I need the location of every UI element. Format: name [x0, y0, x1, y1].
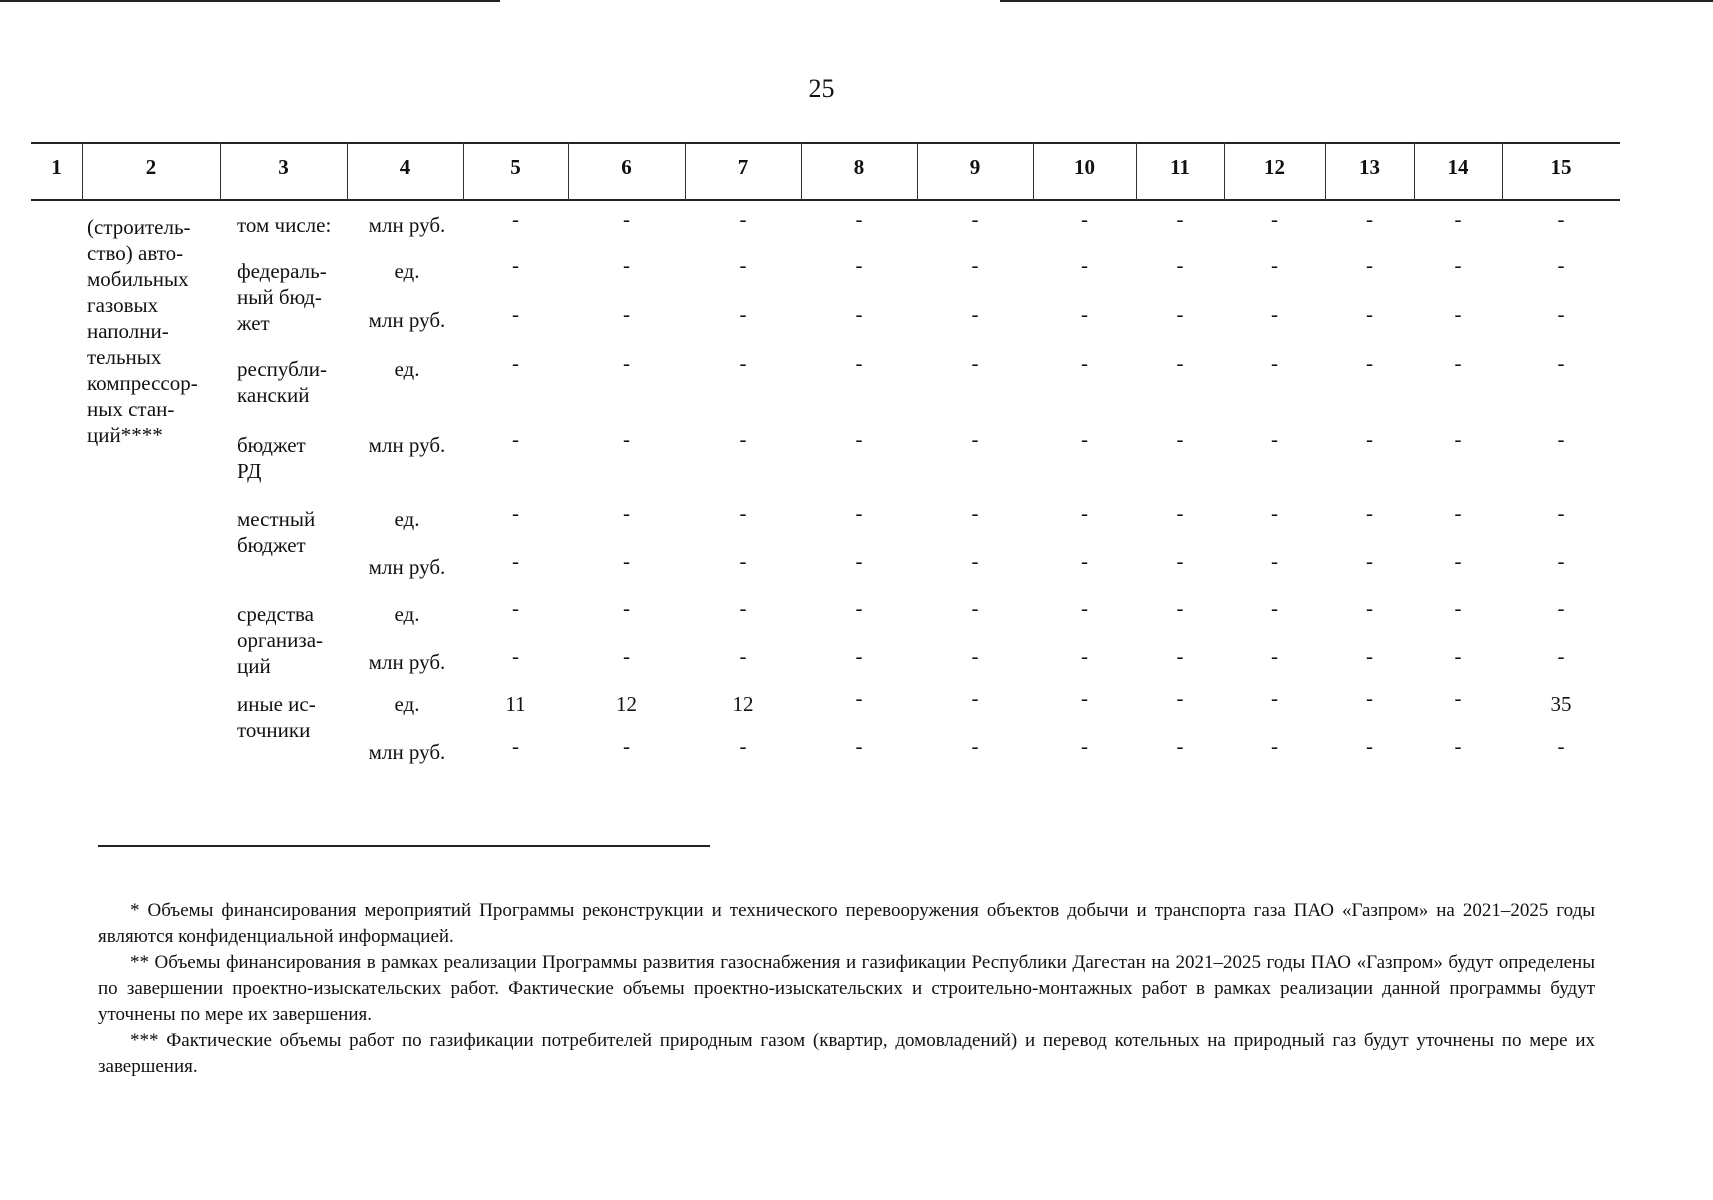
value-cell: 12 [616, 692, 637, 716]
value-cell: - [1271, 253, 1278, 277]
value-cell: - [1454, 427, 1462, 451]
value-cell: - [1081, 501, 1088, 525]
header-cell-7: 7 [737, 155, 749, 179]
value-cell: - [623, 734, 630, 758]
header-cell-12: 12 [1264, 155, 1285, 179]
funding-source-line: бюджет [237, 433, 306, 457]
header-top-rule [31, 142, 1620, 144]
value-cell: - [739, 351, 747, 375]
unit-cell: млн руб. [368, 433, 446, 457]
funding-source-line: ций [237, 654, 271, 678]
footnote-separator [98, 845, 710, 847]
value-cell: - [1366, 427, 1373, 451]
value-cell: - [1454, 501, 1462, 525]
value-cell: - [1271, 596, 1278, 620]
value-cell: - [1557, 501, 1565, 525]
object-name-line: (строитель- [87, 215, 191, 239]
header-cell-1: 1 [51, 155, 62, 179]
funding-source-line: федераль- [237, 259, 327, 283]
value-cell: - [1557, 549, 1565, 573]
value-cell: - [855, 549, 863, 573]
value-cell: - [623, 549, 630, 573]
header-cell-3: 3 [278, 155, 289, 179]
value-cell: - [1271, 734, 1278, 758]
value-cell: - [739, 501, 747, 525]
value-cell: - [855, 644, 863, 668]
value-cell: - [1271, 207, 1278, 231]
value-cell: - [623, 302, 630, 326]
value-cell: - [971, 644, 979, 668]
funding-source [237, 432, 352, 484]
unit-cell: млн руб. [368, 650, 446, 674]
value-cell: - [1557, 734, 1565, 758]
value-cell: - [971, 427, 979, 451]
funding-source-line: канский [237, 383, 310, 407]
value-cell: - [1176, 501, 1184, 525]
funding-source [237, 506, 352, 558]
value-cell: - [1454, 686, 1462, 710]
unit-cell: ед. [394, 357, 420, 381]
value-cell: - [1454, 207, 1462, 231]
value-cell: - [1366, 501, 1373, 525]
value-cell: - [1176, 686, 1184, 710]
value-cell: - [1081, 207, 1088, 231]
value-cell: - [1366, 686, 1373, 710]
value-cell: - [1454, 596, 1462, 620]
object-name-line: ных стан- [87, 397, 175, 421]
value-cell: - [1176, 302, 1184, 326]
value-cell: - [1176, 253, 1184, 277]
funding-source [237, 258, 352, 336]
funding-source [237, 601, 352, 679]
value-cell: - [1557, 427, 1565, 451]
value-cell: - [512, 644, 519, 668]
value-cell: - [1271, 644, 1278, 668]
header-cell-4: 4 [399, 155, 411, 179]
value-cell: - [1176, 427, 1184, 451]
value-cell: - [1366, 596, 1373, 620]
value-cell: - [1271, 686, 1278, 710]
header-cell-9: 9 [969, 155, 981, 179]
value-cell: - [1454, 549, 1462, 573]
value-cell: - [971, 596, 979, 620]
value-cell: - [1454, 302, 1462, 326]
value-cell: - [1176, 351, 1184, 375]
footnote-1: * Объемы финансирования мероприятий Программы реконструкции и технического перевооружения объектов добычи и транспорта газа ПАО «Газпром» на 2021–2025 годы являются конфиденциальной информацией. [98, 900, 1595, 947]
funding-source-line: ный бюд- [237, 285, 322, 309]
unit-cell: ед. [394, 692, 420, 716]
object-name-line: компрессор- [87, 371, 198, 395]
value-cell: - [855, 302, 863, 326]
value-cell: - [1366, 253, 1373, 277]
value-cell: - [623, 253, 630, 277]
value-cell: - [1557, 644, 1565, 668]
scan-border-line [0, 0, 500, 2]
value-cell: - [1366, 302, 1373, 326]
header-bottom-rule [31, 199, 1620, 201]
unit-cell: ед. [394, 259, 420, 283]
funding-source-line: республи- [237, 357, 327, 381]
value-cell: - [623, 427, 630, 451]
funding-source-line: бюджет [237, 533, 306, 557]
value-cell: - [855, 427, 863, 451]
value-cell: - [1454, 253, 1462, 277]
value-cell: - [971, 302, 979, 326]
value-cell: - [855, 207, 863, 231]
value-cell: - [1557, 253, 1565, 277]
value-cell: - [739, 596, 747, 620]
footnotes [98, 898, 1595, 1080]
object-name-line: наполни- [87, 319, 169, 343]
value-cell: - [971, 501, 979, 525]
funding-source-line: том числе: [237, 213, 332, 237]
value-cell: - [1557, 596, 1565, 620]
value-cell: - [1081, 596, 1088, 620]
value-cell: - [971, 549, 979, 573]
unit-cell: ед. [394, 507, 420, 531]
header-cell-6: 6 [621, 155, 632, 179]
value-cell: - [855, 686, 863, 710]
value-cell: - [1557, 351, 1565, 375]
value-cell: - [739, 302, 747, 326]
header-cell-10: 10 [1074, 155, 1095, 179]
value-cell: - [1366, 549, 1373, 573]
scan-border-line [1000, 0, 1713, 2]
value-cell: - [739, 427, 747, 451]
value-cell: - [1454, 351, 1462, 375]
value-cell: - [512, 427, 519, 451]
value-cell: - [1271, 351, 1278, 375]
object-name-line: мобильных [87, 267, 189, 291]
value-cell: - [971, 207, 979, 231]
object-name-line: тельных [87, 345, 162, 369]
value-cell: - [1176, 644, 1184, 668]
header-cell-8: 8 [853, 155, 865, 179]
value-cell: - [1366, 207, 1373, 231]
footnote-2: ** Объемы финансирования в рамках реализации Программы развития газоснабжения и газификации Республики Дагестан на 2021–2025 годы ПАО «Газпром» будут определены по завершении проектно-изыскательских работ. Фактические объемы проектно-изыскательских и строительно-монтажных работ в рамках реализации данной программы будут уточнены по мере их завершения. [98, 952, 1595, 1025]
funding-source-line: средства [237, 602, 315, 626]
header-cell-11: 11 [1170, 155, 1190, 179]
footnote-3: *** Фактические объемы работ по газификации потребителей природным газом (квартир, домовладений) и перевод котельных на природный газ будут уточнены по мере их завершения. [98, 1030, 1595, 1077]
value-cell: - [1366, 351, 1373, 375]
unit-cell: ед. [394, 602, 420, 626]
value-cell: - [1176, 596, 1184, 620]
value-cell: - [512, 351, 519, 375]
unit-cell: млн руб. [368, 213, 446, 237]
object-name-line: газовых [87, 293, 159, 317]
funding-source-line: организа- [237, 628, 324, 652]
value-cell: - [1081, 644, 1088, 668]
value-cell: - [512, 253, 519, 277]
value-cell: - [1081, 302, 1088, 326]
value-cell: - [739, 734, 747, 758]
value-cell: - [512, 549, 519, 573]
value-cell: - [623, 207, 630, 231]
value-cell: - [1557, 207, 1565, 231]
value-cell: - [855, 351, 863, 375]
header-cell-14: 14 [1447, 155, 1469, 179]
funding-source-line: точники [237, 718, 311, 742]
value-cell: - [1366, 644, 1373, 668]
value-cell: - [512, 501, 519, 525]
value-cell: - [1271, 302, 1278, 326]
value-cell: - [1176, 549, 1184, 573]
value-cell: - [855, 501, 863, 525]
value-cell: - [1366, 734, 1373, 758]
value-cell: - [1271, 549, 1278, 573]
funding-source [237, 691, 352, 743]
value-cell: - [1081, 549, 1088, 573]
unit-cell: млн руб. [368, 555, 446, 579]
funding-source-line: иные ис- [237, 692, 316, 716]
value-cell: - [512, 734, 519, 758]
value-cell: - [1454, 734, 1462, 758]
funding-source-line: местный [237, 507, 316, 531]
value-cell: - [1081, 686, 1088, 710]
value-cell: - [623, 644, 630, 668]
value-cell: - [512, 302, 519, 326]
value-cell: 12 [732, 692, 754, 716]
value-cell: 35 [1550, 692, 1572, 716]
header-cell-2: 2 [145, 155, 157, 179]
value-cell: - [1271, 501, 1278, 525]
value-cell: - [1081, 734, 1088, 758]
value-cell: - [1081, 253, 1088, 277]
value-cell: - [855, 253, 863, 277]
value-cell: - [623, 501, 630, 525]
value-cell: - [623, 596, 630, 620]
funding-source [237, 212, 352, 238]
unit-cell: млн руб. [368, 308, 446, 332]
funding-source-line: РД [237, 459, 262, 483]
value-cell: - [739, 644, 747, 668]
value-cell: - [1454, 644, 1462, 668]
value-cell: 11 [505, 692, 526, 716]
value-cell: - [512, 207, 519, 231]
value-cell: - [512, 596, 519, 620]
object-name-cell [87, 214, 217, 448]
funding-source [237, 356, 352, 408]
value-cell: - [1176, 207, 1184, 231]
value-cell: - [1081, 351, 1088, 375]
unit-cell: млн руб. [368, 740, 446, 764]
value-cell: - [739, 549, 747, 573]
page-number: 25 [808, 74, 835, 103]
value-cell: - [1176, 734, 1184, 758]
value-cell: - [623, 351, 630, 375]
funding-source-line: жет [237, 311, 270, 335]
value-cell: - [971, 351, 979, 375]
value-cell: - [971, 686, 979, 710]
value-cell: - [855, 596, 863, 620]
value-cell: - [855, 734, 863, 758]
value-cell: - [739, 207, 747, 231]
object-name-line: ство) авто- [87, 241, 184, 265]
header-cell-5: 5 [510, 155, 521, 179]
value-cell: - [1081, 427, 1088, 451]
value-cell: - [739, 253, 747, 277]
value-cell: - [971, 253, 979, 277]
header-cell-15: 15 [1550, 155, 1572, 179]
value-cell: - [971, 734, 979, 758]
object-name-line: ций**** [87, 423, 163, 447]
value-cell: - [1557, 302, 1565, 326]
value-cell: - [1271, 427, 1278, 451]
header-cell-13: 13 [1359, 155, 1380, 179]
